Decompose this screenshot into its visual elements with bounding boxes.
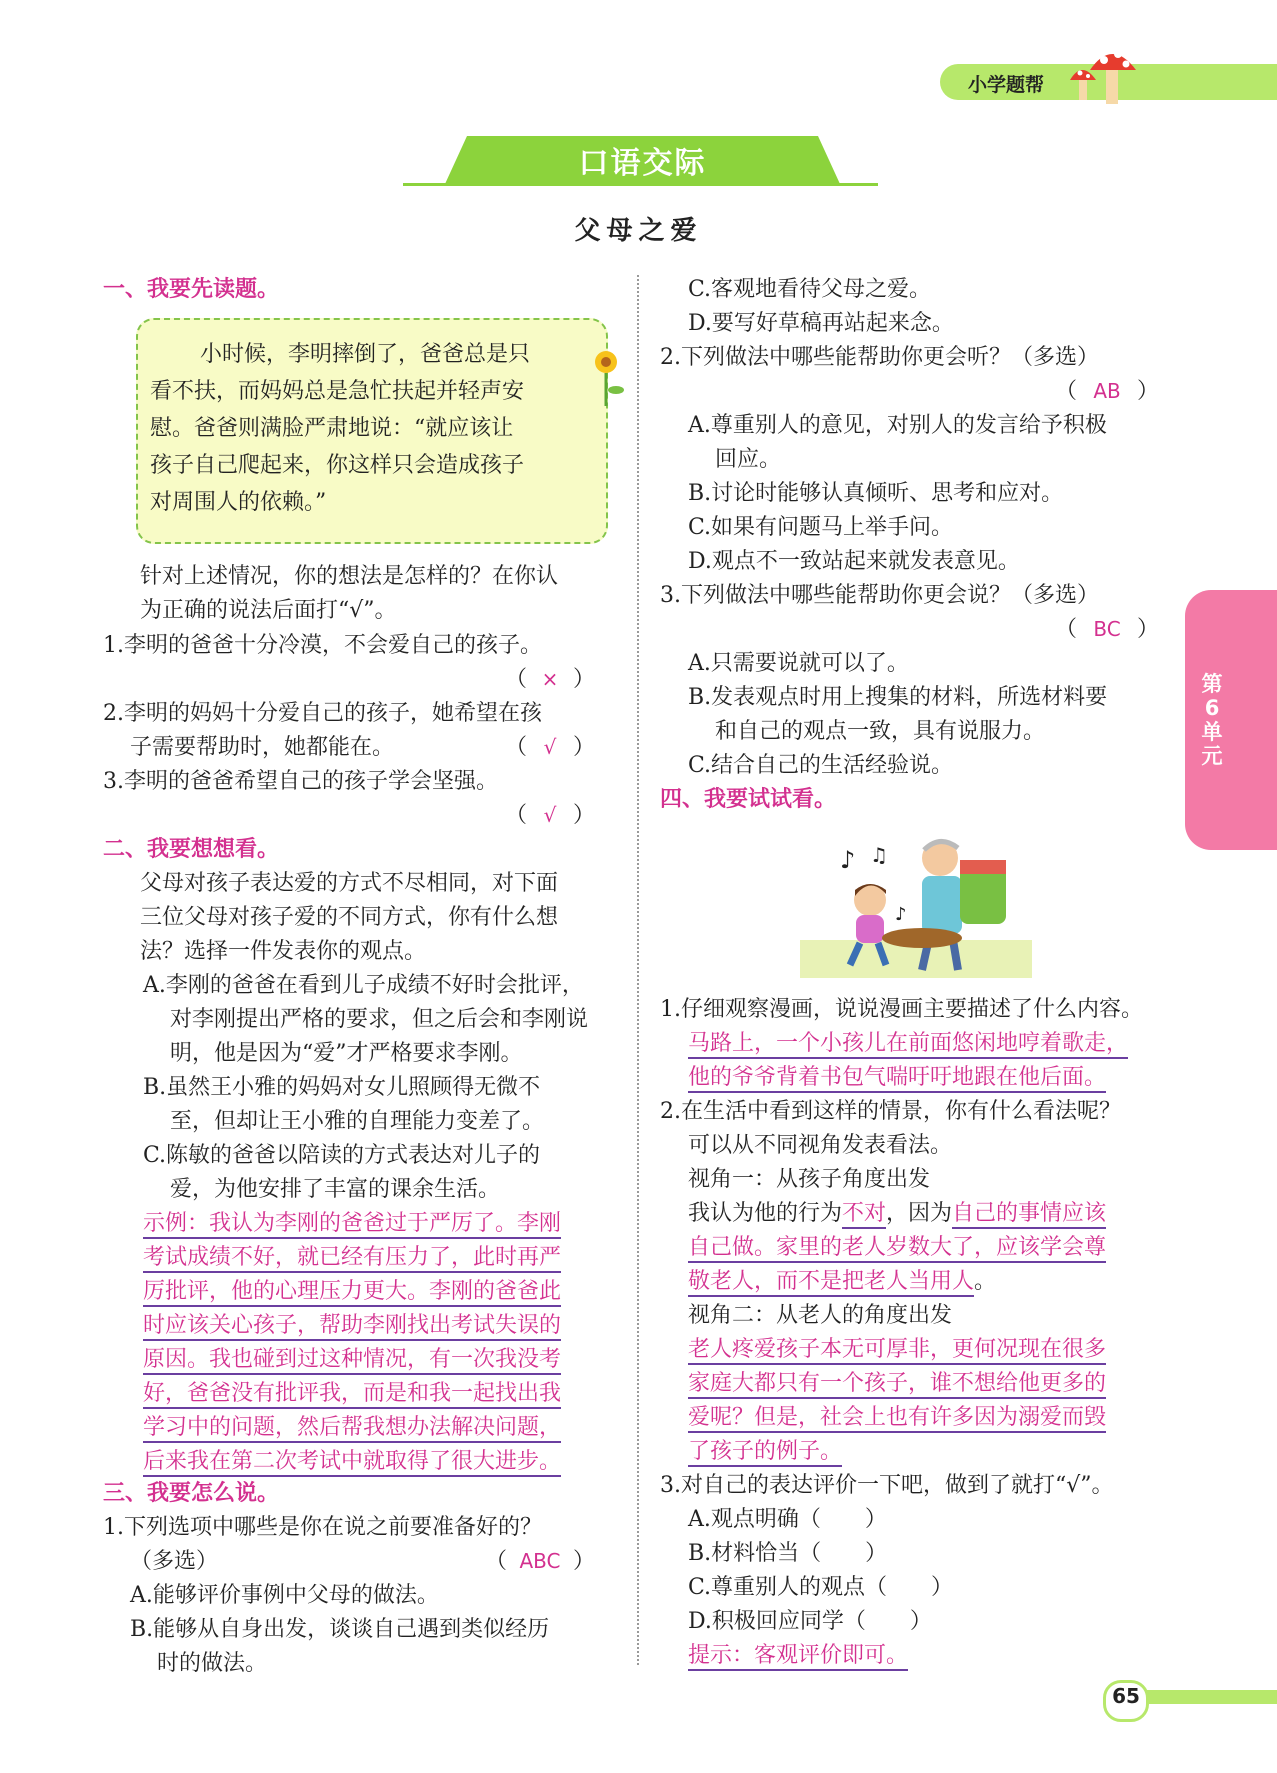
cartoon-illustration: [800, 820, 1032, 978]
question-3: 3.下列做法中哪些能帮助你更会说？（多选）: [660, 583, 1099, 608]
handwritten-answer: 考试成绩不好，就已经有压力了，此时再严: [143, 1240, 561, 1271]
handwritten-answer: 厉批评，他的心理压力更大。李刚的爸爸此: [143, 1274, 561, 1305]
option-b: B.能够从自身出发，谈谈自己遇到类似经历: [130, 1617, 550, 1642]
column-divider: [637, 275, 639, 1665]
svg-text:♪: ♪: [895, 904, 907, 925]
question-1: 1.仔细观察漫画，说说漫画主要描述了什么内容。: [660, 997, 1143, 1022]
section-title: 口语交际: [578, 146, 707, 181]
option-a: A.只需要说就可以了。: [688, 651, 909, 676]
viewpoint-2-label: 视角二：从老人的角度出发: [688, 1303, 953, 1328]
section-3-title: 三、我要怎么说。: [103, 1481, 280, 1506]
answer-paren: （ √ ）: [505, 803, 596, 828]
answer: AB: [1093, 379, 1121, 403]
viewpoint-1-label: 视角一：从孩子角度出发: [688, 1167, 931, 1192]
unit-tab: [1185, 590, 1277, 850]
handwritten-answer: 了孩子的例子。: [688, 1434, 842, 1465]
page-number: 65: [1112, 1684, 1140, 1708]
question-1-cont: （多选）: [130, 1549, 219, 1574]
question-2: 2.李明的妈妈十分爱自己的孩子，她希望在孩: [103, 701, 542, 726]
option-c-cont: 爱，为他安排了丰富的课余生活。: [170, 1177, 501, 1202]
option-c: C.如果有问题马上举手问。: [688, 515, 954, 540]
page-number-bar: [1132, 1690, 1277, 1704]
question-2-cont: 子需要帮助时，她都能在。: [130, 735, 395, 760]
svg-text:♪: ♪: [840, 846, 856, 874]
answer-paren: （ √ ）: [505, 735, 596, 760]
mushroom-icon: [1060, 40, 1150, 110]
answer: √: [543, 803, 557, 827]
paragraph-line: 父母对孩子表达爱的方式不尽相同，对下面: [140, 871, 559, 896]
option-c: C.陈敏的爸爸以陪读的方式表达对儿子的: [143, 1143, 541, 1168]
viewpoint-1-end: 敬老人，而不是把老人当用人。: [688, 1264, 996, 1295]
question-1: 1.李明的爸爸十分冷漠，不会爱自己的孩子。: [103, 633, 542, 658]
question-1: 1.下列选项中哪些是你在说之前要准备好的？: [103, 1515, 542, 1540]
section-4-title: 四、我要试试看。: [660, 787, 837, 812]
option-b-cont: 和自己的观点一致，具有说服力。: [715, 719, 1046, 744]
question-2: 2.在生活中看到这样的情景，你有什么看法呢？: [660, 1099, 1121, 1124]
answer-paren: （ AB ）: [1055, 379, 1160, 404]
handwritten-answer: 马路上，一个小孩儿在前面悠闲地哼着歌走，: [688, 1026, 1128, 1057]
option-c: C.客观地看待父母之爱。: [688, 277, 932, 302]
sunflower-icon: [590, 348, 626, 408]
answer: BC: [1093, 617, 1121, 641]
paragraph-line: 法？选择一件发表你的观点。: [140, 939, 427, 964]
handwritten-answer: 后来我在第二次考试中就取得了很大进步。: [143, 1444, 561, 1475]
instruction-line: 为正确的说法后面打“√”。: [140, 598, 397, 623]
option-b: B.发表观点时用上搜集的材料，所选材料要: [688, 685, 1108, 710]
option-a: A.尊重别人的意见，对别人的发言给予积极: [688, 413, 1107, 438]
handwritten-answer: 老人疼爱孩子本无可厚非，更何况现在很多: [688, 1332, 1106, 1363]
question-2-cont: 可以从不同视角发表看法。: [688, 1133, 953, 1158]
eval-item: A.观点明确（ ）: [688, 1507, 887, 1532]
question-3: 3.李明的爸爸希望自己的孩子学会坚强。: [103, 769, 498, 794]
answer-paren: （ × ）: [505, 667, 596, 692]
handwritten-answer: 时应该关心孩子，帮助李刚找出考试失误的: [143, 1308, 561, 1339]
answer-paren: （ BC ）: [1055, 617, 1160, 642]
handwritten-answer: 原因。我也碰到过这种情况，有一次我没考: [143, 1342, 561, 1373]
answer: √: [543, 735, 557, 759]
option-a-cont: 回应。: [715, 447, 782, 472]
option-b-cont: 至，但却让王小雅的自理能力变差了。: [170, 1109, 545, 1134]
svg-text:♫: ♫: [870, 843, 888, 867]
section-1-title: 一、我要先读题。: [103, 277, 280, 302]
answer-paren: （ ABC ）: [485, 1549, 596, 1574]
story-line: 看不扶，而妈妈总是急忙扶起并轻声安: [150, 379, 525, 404]
handwritten-answer: 他的爷爷背着书包气喘吁吁地跟在他后面。: [688, 1060, 1106, 1091]
unit-tab-label: 第 6 单 元: [1201, 672, 1223, 768]
handwritten-answer: 好，爸爸没有批评我，而是和我一起找出我: [143, 1376, 561, 1407]
option-a: A.能够评价事例中父母的做法。: [130, 1583, 439, 1608]
eval-item: D.积极回应同学（ ）: [688, 1609, 932, 1634]
eval-item: B.材料恰当（ ）: [688, 1541, 888, 1566]
question-3: 3.对自己的表达评价一下吧，做到了就打“√”。: [660, 1473, 1114, 1498]
option-a: A.李刚的爸爸在看到儿子成绩不好时会批评，: [143, 973, 584, 998]
page-subtitle: 父母之爱: [574, 216, 703, 246]
option-d: D.要写好草稿再站起来念。: [688, 311, 954, 336]
answer: ABC: [519, 1549, 561, 1573]
story-line: 对周围人的依赖。”: [150, 490, 327, 515]
eval-item: C.尊重别人的观点（ ）: [688, 1575, 954, 1600]
handwritten-answer: 示例：我认为李刚的爸爸过于严厉了。李刚: [143, 1206, 561, 1237]
paragraph-line: 三位父母对孩子爱的不同方式，你有什么想: [140, 905, 559, 930]
story-text: [150, 336, 580, 521]
option-d: D.观点不一致站起来就发表意见。: [688, 549, 1020, 574]
brand-name: 小学题帮: [968, 74, 1045, 96]
handwritten-answer: 学习中的问题，然后帮我想办法解决问题，: [143, 1410, 561, 1441]
handwritten-answer: 爱呢？但是，社会上也有许多因为溺爱而毁: [688, 1400, 1106, 1431]
option-a-cont: 明，他是因为“爱”才严格要求李刚。: [170, 1041, 523, 1066]
instruction-line: 针对上述情况，你的想法是怎样的？在你认: [140, 564, 559, 589]
option-b-cont: 时的做法。: [157, 1651, 268, 1676]
option-b: B.讨论时能够认真倾听、思考和应对。: [688, 481, 1064, 506]
option-a-cont: 对李刚提出严格的要求，但之后会和李刚说: [170, 1007, 589, 1032]
story-line: 小时候，李明摔倒了，爸爸总是只: [200, 342, 531, 367]
tip: 提示：客观评价即可。: [688, 1638, 908, 1669]
section-2-title: 二、我要想想看。: [103, 837, 280, 862]
story-line: 孩子自己爬起来，你这样只会造成孩子: [150, 453, 525, 478]
option-c: C.结合自己的生活经验说。: [688, 753, 954, 778]
viewpoint-1-line: 我认为他的行为不对，因为自己的事情应该: [688, 1196, 1106, 1227]
question-2: 2.下列做法中哪些能帮助你更会听？（多选）: [660, 345, 1099, 370]
handwritten-answer: 家庭大都只有一个孩子，谁不想给他更多的: [688, 1366, 1106, 1397]
option-b: B.虽然王小雅的妈妈对女儿照顾得无微不: [143, 1075, 541, 1100]
handwritten-answer: 自己做。家里的老人岁数大了，应该学会尊: [688, 1230, 1106, 1261]
answer: ×: [541, 667, 559, 691]
story-line: 慰。爸爸则满脸严肃地说：“就应该让: [150, 416, 514, 441]
